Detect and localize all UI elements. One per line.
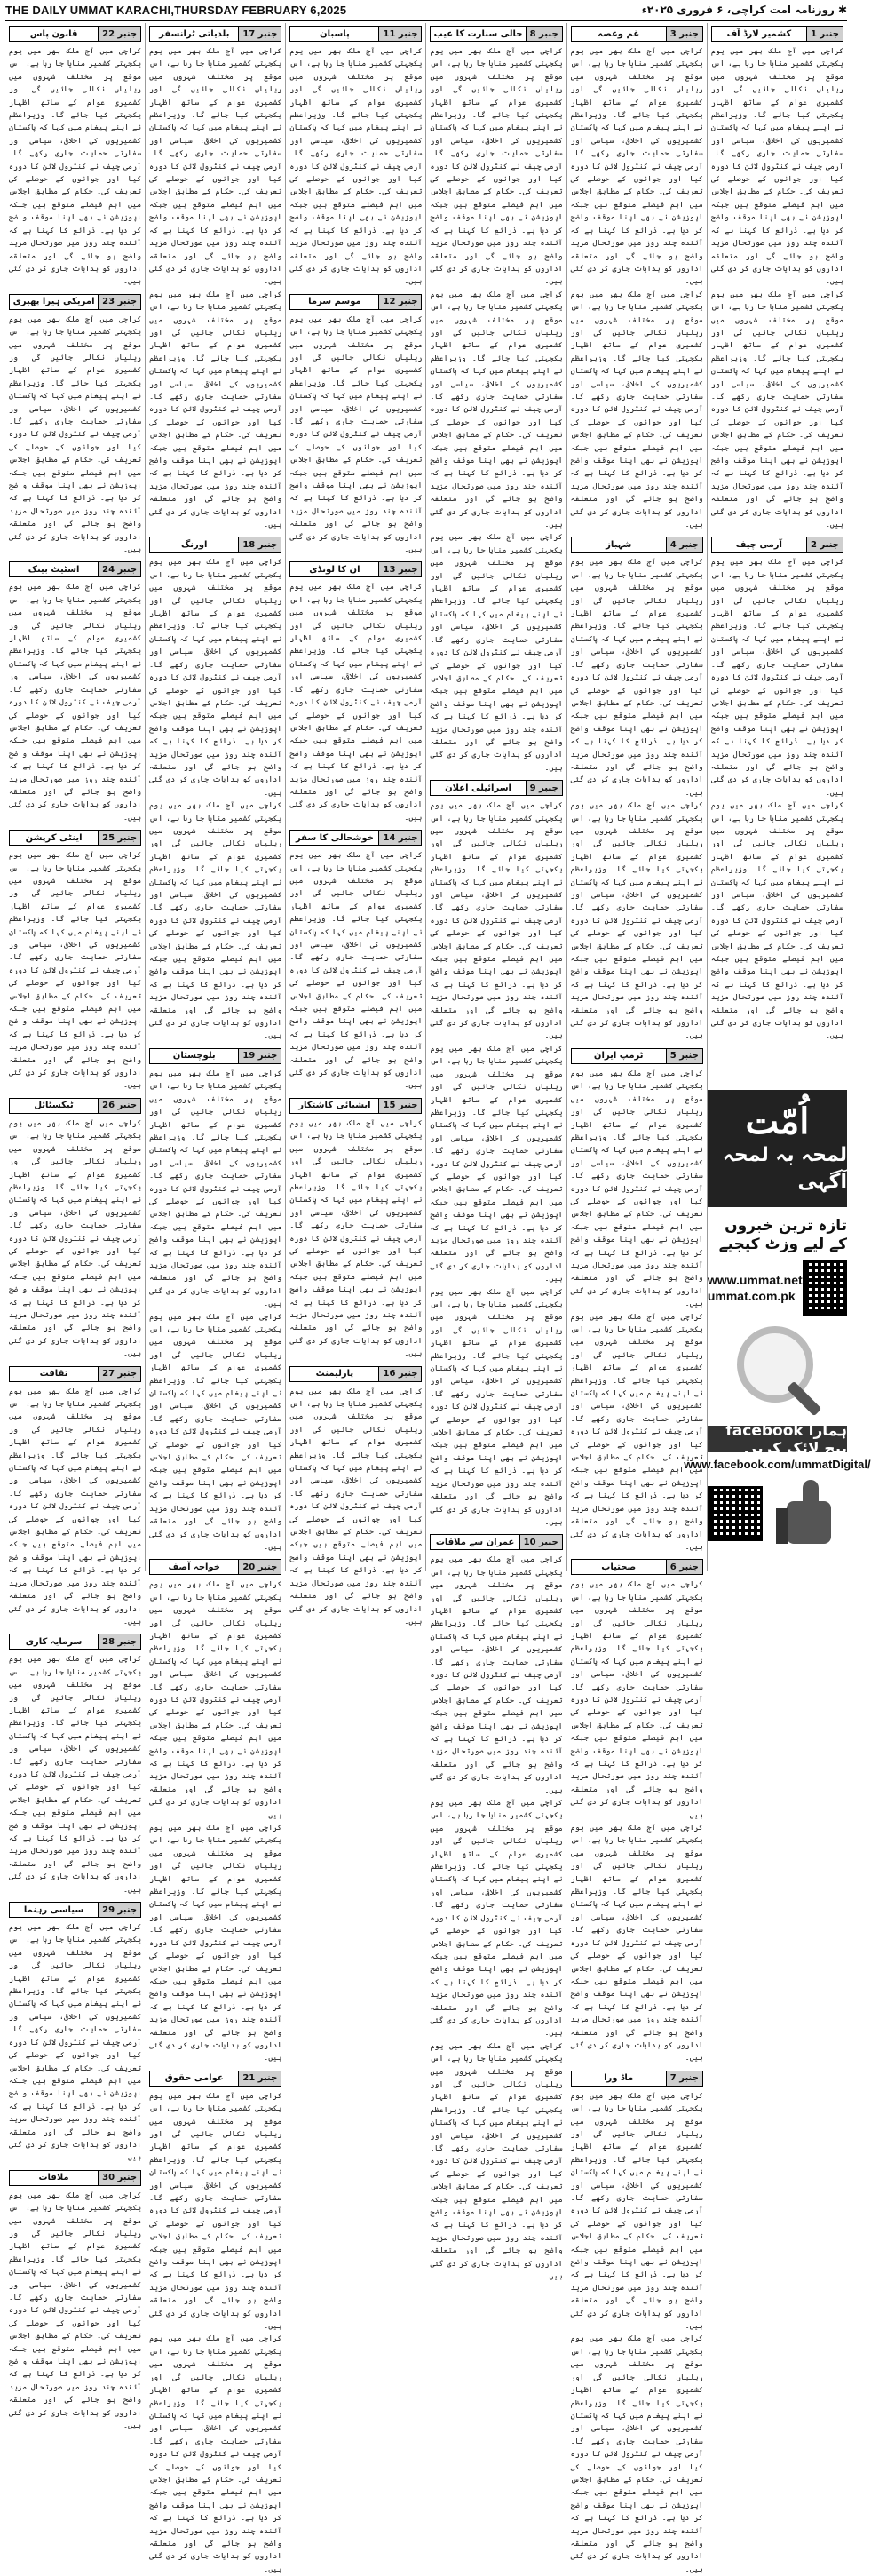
section-title: اینٹی کرپشن (25, 832, 83, 843)
news-section (149, 2071, 281, 2576)
section-header (289, 1366, 422, 1382)
column-4 (285, 23, 425, 1626)
section-header (149, 26, 281, 42)
section-number: جنبر 7 (666, 2071, 702, 2086)
section-body: کراچی میں آج ملک بھر میں یوم یکجہتی کشمیر منایا جا رہا ہے، اس موقع پر مختلف شہروں میں ریلیاں نکالی جائیں گی اور کشمیری عوام کے ساتھ اظہار یکجہتی کیا جائے گا۔ وزیراعظم نے اپنے پیغام میں کہا کہ پاکستان کشمیریوں کی اخلاقی، سیاسی اور سفارتی حمایت جاری رکھے گا۔ آرمی چیف نے کنٹرول لائن کا دورہ کیا اور جوانوں کے حوصلے کی تعریف کی۔ حکام کے مطابق اجلاس میں اہم فیصلے متوقع ہیں جبکہ اپوزیشن نے بھی اپنا موقف واضح کر دیا ہے۔ ذرائع کا کہنا ہے کہ آئندہ چند روز میں صورتحال مزید واضح ہو جائے گی اور متعلقہ اداروں کو ہدایات جاری کر دی گئی ہیں۔ (289, 1118, 423, 1359)
section-body: کراچی میں آج ملک بھر میں یوم یکجہتی کشمیر منایا جا رہا ہے، اس موقع پر مختلف شہروں میں ریلیاں نکالی جائیں گی اور کشمیری عوام کے ساتھ اظہار یکجہتی کیا جائے گا۔ وزیراعظم نے اپنے پیغام میں کہا کہ پاکستان کشمیریوں کی اخلاقی، سیاسی اور سفارتی حمایت جاری رکھے گا۔ آرمی چیف نے کنٹرول لائن کا دورہ کیا اور جوانوں کے حوصلے کی تعریف کی۔ حکام کے مطابق اجلاس میں اہم فیصلے متوقع ہیں جبکہ اپوزیشن نے بھی اپنا موقف واضح کر دیا ہے۔ ذرائع کا کہنا ہے کہ آئندہ چند روز میں صورتحال مزید واضح ہو جائے گی اور متعلقہ اداروں کو ہدایات جاری کر دی گئی ہیں۔ (149, 47, 282, 287)
section-title: بلوچستان (172, 1051, 216, 1061)
section-title: آرمی چیف (735, 539, 782, 550)
section-title: غم وغصہ (598, 28, 640, 39)
news-section (571, 2071, 703, 2576)
facebook-cta: ہمارا facebook پیج لائک کریں (708, 1426, 847, 1452)
section-title: اسرائیلی اعلان (445, 783, 511, 793)
section-body: کراچی میں آج ملک بھر میں یوم یکجہتی کشمیر منایا جا رہا ہے، اس موقع پر مختلف شہروں میں ریلیاں نکالی جائیں گی اور کشمیری عوام کے ساتھ اظہار یکجہتی کیا جائے گا۔ وزیراعظم نے اپنے پیغام میں کہا کہ پاکستان کشمیریوں کی اخلاقی، سیاسی اور سفارتی حمایت جاری رکھے گا۔ آرمی چیف نے کنٹرول لائن کا دورہ کیا اور جوانوں کے حوصلے کی تعریف کی۔ حکام کے مطابق اجلاس میں اہم فیصلے متوقع ہیں جبکہ اپوزیشن نے بھی اپنا موقف واضح کر دیا ہے۔ ذرائع کا کہنا ہے کہ آئندہ چند روز میں صورتحال مزید واضح ہو جائے گی اور متعلقہ اداروں کو ہدایات جاری کر دی گئی ہیں۔ (149, 1069, 282, 1309)
section-number: جنبر 27 (98, 1367, 140, 1381)
section-number: جنبر 4 (666, 537, 702, 552)
news-section (430, 1534, 562, 2283)
section-number: جنبر 11 (378, 27, 421, 41)
section-body: کراچی میں آج ملک بھر میں یوم یکجہتی کشمیر منایا جا رہا ہے، اس موقع پر مختلف شہروں میں ریلیاں نکالی جائیں گی اور کشمیری عوام کے ساتھ اظہار یکجہتی کیا جائے گا۔ وزیراعظم نے اپنے پیغام میں کہا کہ پاکستان کشمیریوں کی اخلاقی، سیاسی اور سفارتی حمایت جاری رکھے گا۔ آرمی چیف نے کنٹرول لائن کا دورہ کیا اور جوانوں کے حوصلے کی تعریف کی۔ حکام کے مطابق اجلاس میں اہم فیصلے متوقع ہیں جبکہ اپوزیشن نے بھی اپنا موقف واضح کر دیا ہے۔ ذرائع کا کہنا ہے کہ آئندہ چند روز میں صورتحال مزید واضح ہو جائے گی اور متعلقہ اداروں کو ہدایات جاری کر دی گئی ہیں۔ (570, 1824, 703, 2063)
news-section (289, 561, 422, 824)
section-body: کراچی میں آج ملک بھر میں یوم یکجہتی کشمیر منایا جا رہا ہے، اس موقع پر مختلف شہروں میں ریلیاں نکالی جائیں گی اور کشمیری عوام کے ساتھ اظہار یکجہتی کیا جائے گا۔ وزیراعظم نے اپنے پیغام میں کہا کہ پاکستان کشمیریوں کی اخلاقی، سیاسی اور سفارتی حمایت جاری رکھے گا۔ آرمی چیف نے کنٹرول لائن کا دورہ کیا اور جوانوں کے حوصلے کی تعریف کی۔ حکام کے مطابق اجلاس میں اہم فیصلے متوقع ہیں جبکہ اپوزیشن نے بھی اپنا موقف واضح کر دیا ہے۔ ذرائع کا کہنا ہے کہ آئندہ چند روز میں صورتحال مزید واضح ہو جائے گی اور متعلقہ اداروں کو ہدایات جاری کر دی گئی ہیں۔ (8, 314, 142, 555)
section-number: جنبر 28 (98, 1634, 140, 1649)
section-header (430, 780, 562, 796)
section-body: کراچی میں آج ملک بھر میں یوم یکجہتی کشمیر منایا جا رہا ہے، اس موقع پر مختلف شہروں میں ریلیاں نکالی جائیں گی اور کشمیری عوام کے ساتھ اظہار یکجہتی کیا جائے گا۔ وزیراعظم نے اپنے پیغام میں کہا کہ پاکستان کشمیریوں کی اخلاقی، سیاسی اور سفارتی حمایت جاری رکھے گا۔ آرمی چیف نے کنٹرول لائن کا دورہ کیا اور جوانوں کے حوصلے کی تعریف کی۔ حکام کے مطابق اجلاس میں اہم فیصلے متوقع ہیں جبکہ اپوزیشن نے بھی اپنا موقف واضح کر دیا ہے۔ ذرائع کا کہنا ہے کہ آئندہ چند روز میں صورتحال مزید واضح ہو جائے گی اور متعلقہ اداروں کو ہدایات جاری کر دی گئی ہیں۔ (430, 533, 563, 773)
ummat-logo: اُمّت (745, 1101, 810, 1142)
section-body: کراچی میں آج ملک بھر میں یوم یکجہتی کشمیر منایا جا رہا ہے، اس موقع پر مختلف شہروں میں ریلیاں نکالی جائیں گی اور کشمیری عوام کے ساتھ اظہار یکجہتی کیا جائے گا۔ وزیراعظم نے اپنے پیغام میں کہا کہ پاکستان کشمیریوں کی اخلاقی، سیاسی اور سفارتی حمایت جاری رکھے گا۔ آرمی چیف نے کنٹرول لائن کا دورہ کیا اور جوانوں کے حوصلے کی تعریف کی۔ حکام کے مطابق اجلاس میں اہم فیصلے متوقع ہیں جبکہ اپوزیشن نے بھی اپنا موقف واضح کر دیا ہے۔ ذرائع کا کہنا ہے کہ آئندہ چند روز میں صورتحال مزید واضح ہو جائے گی اور متعلقہ اداروں کو ہدایات جاری کر دی گئی ہیں۔ (430, 1287, 563, 1527)
section-header (9, 1902, 141, 1918)
section-header (571, 1048, 703, 1064)
news-section (289, 26, 422, 289)
news-section (9, 1634, 141, 1896)
news-section (9, 1902, 141, 2165)
ad-url-row (708, 1260, 847, 1316)
section-number: جنبر 22 (98, 27, 140, 41)
section-number: جنبر 25 (98, 831, 140, 845)
ad-bottom-row (708, 1478, 847, 1549)
section-body: کراچی میں آج ملک بھر میں یوم یکجہتی کشمیر منایا جا رہا ہے، اس موقع پر مختلف شہروں میں ریلیاں نکالی جائیں گی اور کشمیری عوام کے ساتھ اظہار یکجہتی کیا جائے گا۔ وزیراعظم نے اپنے پیغام میں کہا کہ پاکستان کشمیریوں کی اخلاقی، سیاسی اور سفارتی حمایت جاری رکھے گا۔ آرمی چیف نے کنٹرول لائن کا دورہ کیا اور جوانوں کے حوصلے کی تعریف کی۔ حکام کے مطابق اجلاس میں اہم فیصلے متوقع ہیں جبکہ اپوزیشن نے بھی اپنا موقف واضح کر دیا ہے۔ ذرائع کا کہنا ہے کہ آئندہ چند روز میں صورتحال مزید واضح ہو جائے گی اور متعلقہ اداروں کو ہدایات جاری کر دی گئی ہیں۔ (570, 2334, 703, 2574)
section-body: کراچی میں آج ملک بھر میں یوم یکجہتی کشمیر منایا جا رہا ہے، اس موقع پر مختلف شہروں میں ریلیاں نکالی جائیں گی اور کشمیری عوام کے ساتھ اظہار یکجہتی کیا جائے گا۔ وزیراعظم نے اپنے پیغام میں کہا کہ پاکستان کشمیریوں کی اخلاقی، سیاسی اور سفارتی حمایت جاری رکھے گا۔ آرمی چیف نے کنٹرول لائن کا دورہ کیا اور جوانوں کے حوصلے کی تعریف کی۔ حکام کے مطابق اجلاس میں اہم فیصلے متوقع ہیں جبکہ اپوزیشن نے بھی اپنا موقف واضح کر دیا ہے۔ ذرائع کا کہنا ہے کہ آئندہ چند روز میں صورتحال مزید واضح ہو جائے گی اور متعلقہ اداروں کو ہدایات جاری کر دی گئی ہیں۔ (570, 47, 703, 287)
news-section (571, 537, 703, 1042)
section-header (289, 26, 422, 42)
section-number: جنبر 15 (378, 1099, 421, 1113)
news-section (9, 1098, 141, 1361)
section-body: کراچی میں آج ملک بھر میں یوم یکجہتی کشمیر منایا جا رہا ہے، اس موقع پر مختلف شہروں میں ریلیاں نکالی جائیں گی اور کشمیری عوام کے ساتھ اظہار یکجہتی کیا جائے گا۔ وزیراعظم نے اپنے پیغام میں کہا کہ پاکستان کشمیریوں کی اخلاقی، سیاسی اور سفارتی حمایت جاری رکھے گا۔ آرمی چیف نے کنٹرول لائن کا دورہ کیا اور جوانوں کے حوصلے کی تعریف کی۔ حکام کے مطابق اجلاس میں اہم فیصلے متوقع ہیں جبکہ اپوزیشن نے بھی اپنا موقف واضح کر دیا ہے۔ ذرائع کا کہنا ہے کہ آئندہ چند روز میں صورتحال مزید واضح ہو جائے گی اور متعلقہ اداروں کو ہدایات جاری کر دی گئی ہیں۔ (149, 1580, 282, 1820)
section-number: جنبر 29 (98, 1903, 140, 1917)
section-body: کراچی میں آج ملک بھر میں یوم یکجہتی کشمیر منایا جا رہا ہے، اس موقع پر مختلف شہروں میں ریلیاں نکالی جائیں گی اور کشمیری عوام کے ساتھ اظہار یکجہتی کیا جائے گا۔ وزیراعظم نے اپنے پیغام میں کہا کہ پاکستان کشمیریوں کی اخلاقی، سیاسی اور سفارتی حمایت جاری رکھے گا۔ آرمی چیف نے کنٹرول لائن کا دورہ کیا اور جوانوں کے حوصلے کی تعریف کی۔ حکام کے مطابق اجلاس میں اہم فیصلے متوقع ہیں جبکہ اپوزیشن نے بھی اپنا موقف واضح کر دیا ہے۔ ذرائع کا کہنا ہے کہ آئندہ چند روز میں صورتحال مزید واضح ہو جائے گی اور متعلقہ اداروں کو ہدایات جاری کر دی گئی ہیں۔ (430, 801, 563, 1041)
section-title: عمران سے ملاقات (435, 1537, 515, 1547)
section-title: بلدیاتی ٹرانسفر (159, 28, 230, 39)
qr-code-icon (803, 1260, 847, 1316)
section-title: صحتیاب (601, 1562, 637, 1572)
section-header (9, 830, 141, 846)
section-body: کراچی میں آج ملک بھر میں یوم یکجہتی کشمیر منایا جا رہا ہے، اس موقع پر مختلف شہروں میں ریلیاں نکالی جائیں گی اور کشمیری عوام کے ساتھ اظہار یکجہتی کیا جائے گا۔ وزیراعظم نے اپنے پیغام میں کہا کہ پاکستان کشمیریوں کی اخلاقی، سیاسی اور سفارتی حمایت جاری رکھے گا۔ آرمی چیف نے کنٹرول لائن کا دورہ کیا اور جوانوں کے حوصلے کی تعریف کی۔ حکام کے مطابق اجلاس میں اہم فیصلے متوقع ہیں جبکہ اپوزیشن نے بھی اپنا موقف واضح کر دیا ہے۔ ذرائع کا کہنا ہے کہ آئندہ چند روز میں صورتحال مزید واضح ہو جائے گی اور متعلقہ اداروں کو ہدایات جاری کر دی گئی ہیں۔ (430, 1555, 563, 1795)
section-header (9, 26, 141, 42)
section-header (289, 294, 422, 310)
news-section (430, 780, 562, 1529)
column-5 (145, 23, 285, 2574)
news-section (711, 537, 843, 1042)
news-section (571, 1559, 703, 2064)
section-number: جنبر 19 (238, 1049, 281, 1063)
section-title: جالی سنارت کا عیب (433, 28, 523, 39)
section-body: کراچی میں آج ملک بھر میں یوم یکجہتی کشمیر منایا جا رہا ہے، اس موقع پر مختلف شہروں میں ریلیاں نکالی جائیں گی اور کشمیری عوام کے ساتھ اظہار یکجہتی کیا جائے گا۔ وزیراعظم نے اپنے پیغام میں کہا کہ پاکستان کشمیریوں کی اخلاقی، سیاسی اور سفارتی حمایت جاری رکھے گا۔ آرمی چیف نے کنٹرول لائن کا دورہ کیا اور جوانوں کے حوصلے کی تعریف کی۔ حکام کے مطابق اجلاس میں اہم فیصلے متوقع ہیں جبکہ اپوزیشن نے بھی اپنا موقف واضح کر دیا ہے۔ ذرائع کا کہنا ہے کہ آئندہ چند روز میں صورتحال مزید واضح ہو جائے گی اور متعلقہ اداروں کو ہدایات جاری کر دی گئی ہیں۔ (289, 47, 423, 287)
section-title: ان کا لونڈی (309, 564, 360, 575)
section-header (711, 26, 843, 42)
columns (5, 23, 871, 2574)
section-body: کراچی میں آج ملک بھر میں یوم یکجہتی کشمیر منایا جا رہا ہے، اس موقع پر مختلف شہروں میں ریلیاں نکالی جائیں گی اور کشمیری عوام کے ساتھ اظہار یکجہتی کیا جائے گا۔ وزیراعظم نے اپنے پیغام میں کہا کہ پاکستان کشمیریوں کی اخلاقی، سیاسی اور سفارتی حمایت جاری رکھے گا۔ آرمی چیف نے کنٹرول لائن کا دورہ کیا اور جوانوں کے حوصلے کی تعریف کی۔ حکام کے مطابق اجلاس میں اہم فیصلے متوقع ہیں جبکہ اپوزیشن نے بھی اپنا موقف واضح کر دیا ہے۔ ذرائع کا کہنا ہے کہ آئندہ چند روز میں صورتحال مزید واضح ہو جائے گی اور متعلقہ اداروں کو ہدایات جاری کر دی گئی ہیں۔ (570, 558, 703, 798)
section-body: کراچی میں آج ملک بھر میں یوم یکجہتی کشمیر منایا جا رہا ہے، اس موقع پر مختلف شہروں میں ریلیاں نکالی جائیں گی اور کشمیری عوام کے ساتھ اظہار یکجہتی کیا جائے گا۔ وزیراعظم نے اپنے پیغام میں کہا کہ پاکستان کشمیریوں کی اخلاقی، سیاسی اور سفارتی حمایت جاری رکھے گا۔ آرمی چیف نے کنٹرول لائن کا دورہ کیا اور جوانوں کے حوصلے کی تعریف کی۔ حکام کے مطابق اجلاس میں اہم فیصلے متوقع ہیں جبکہ اپوزیشن نے بھی اپنا موقف واضح کر دیا ہے۔ ذرائع کا کہنا ہے کہ آئندہ چند روز میں صورتحال مزید واضح ہو جائے گی اور متعلقہ اداروں کو ہدایات جاری کر دی گئی ہیں۔ (8, 1655, 142, 1895)
section-number: جنبر 13 (378, 562, 421, 576)
section-number: جنبر 24 (98, 562, 140, 576)
section-number: جنبر 30 (98, 2171, 140, 2185)
section-title: سرمایہ کاری (25, 1636, 83, 1647)
section-number: جنبر 9 (526, 781, 562, 795)
section-body: کراچی میں آج ملک بھر میں یوم یکجہتی کشمیر منایا جا رہا ہے، اس موقع پر مختلف شہروں میں ریلیاں نکالی جائیں گی اور کشمیری عوام کے ساتھ اظہار یکجہتی کیا جائے گا۔ وزیراعظم نے اپنے پیغام میں کہا کہ پاکستان کشمیریوں کی اخلاقی، سیاسی اور سفارتی حمایت جاری رکھے گا۔ آرمی چیف نے کنٹرول لائن کا دورہ کیا اور جوانوں کے حوصلے کی تعریف کی۔ حکام کے مطابق اجلاس میں اہم فیصلے متوقع ہیں جبکہ اپوزیشن نے بھی اپنا موقف واضح کر دیا ہے۔ ذرائع کا کہنا ہے کہ آئندہ چند روز میں صورتحال مزید واضح ہو جائے گی اور متعلقہ اداروں کو ہدایات جاری کر دی گئی ہیں۔ (8, 1118, 142, 1359)
section-title: ٹرمپ ایران (593, 1051, 644, 1061)
section-title: پاسبان (320, 28, 350, 39)
news-section (289, 1366, 422, 1629)
section-number: جنبر 10 (519, 1535, 562, 1549)
section-body: کراچی میں آج ملک بھر میں یوم یکجہتی کشمیر منایا جا رہا ہے، اس موقع پر مختلف شہروں میں ریلیاں نکالی جائیں گی اور کشمیری عوام کے ساتھ اظہار یکجہتی کیا جائے گا۔ وزیراعظم نے اپنے پیغام میں کہا کہ پاکستان کشمیریوں کی اخلاقی، سیاسی اور سفارتی حمایت جاری رکھے گا۔ آرمی چیف نے کنٹرول لائن کا دورہ کیا اور جوانوں کے حوصلے کی تعریف کی۔ حکام کے مطابق اجلاس میں اہم فیصلے متوقع ہیں جبکہ اپوزیشن نے بھی اپنا موقف واضح کر دیا ہے۔ ذرائع کا کہنا ہے کہ آئندہ چند روز میں صورتحال مزید واضح ہو جائے گی اور متعلقہ اداروں کو ہدایات جاری کر دی گئی ہیں۔ (149, 801, 282, 1041)
section-title: سیاسی رہنما (23, 1904, 84, 1915)
section-header (571, 1559, 703, 1575)
news-section (289, 1098, 422, 1361)
news-section (289, 294, 422, 557)
column-6 (5, 23, 145, 2431)
section-number: جنبر 5 (666, 1049, 702, 1063)
news-section (149, 537, 281, 1042)
section-body: کراچی میں آج ملک بھر میں یوم یکجہتی کشمیر منایا جا رہا ہے، اس موقع پر مختلف شہروں میں ریلیاں نکالی جائیں گی اور کشمیری عوام کے ساتھ اظہار یکجہتی کیا جائے گا۔ وزیراعظم نے اپنے پیغام میں کہا کہ پاکستان کشمیریوں کی اخلاقی، سیاسی اور سفارتی حمایت جاری رکھے گا۔ آرمی چیف نے کنٹرول لائن کا دورہ کیا اور جوانوں کے حوصلے کی تعریف کی۔ حکام کے مطابق اجلاس میں اہم فیصلے متوقع ہیں جبکہ اپوزیشن نے بھی اپنا موقف واضح کر دیا ہے۔ ذرائع کا کہنا ہے کہ آئندہ چند روز میں صورتحال مزید واضح ہو جائے گی اور متعلقہ اداروں کو ہدایات جاری کر دی گئی ہیں۔ (149, 558, 282, 798)
section-title: اسٹیٹ بینک (28, 564, 80, 575)
news-section (571, 1048, 703, 1554)
section-number: جنبر 23 (98, 295, 140, 309)
section-body: کراچی میں آج ملک بھر میں یوم یکجہتی کشمیر منایا جا رہا ہے، اس موقع پر مختلف شہروں میں ریلیاں نکالی جائیں گی اور کشمیری عوام کے ساتھ اظہار یکجہتی کیا جائے گا۔ وزیراعظم نے اپنے پیغام میں کہا کہ پاکستان کشمیریوں کی اخلاقی، سیاسی اور سفارتی حمایت جاری رکھے گا۔ آرمی چیف نے کنٹرول لائن کا دورہ کیا اور جوانوں کے حوصلے کی تعریف کی۔ حکام کے مطابق اجلاس میں اہم فیصلے متوقع ہیں جبکہ اپوزیشن نے بھی اپنا موقف واضح کر دیا ہے۔ ذرائع کا کہنا ہے کہ آئندہ چند روز میں صورتحال مزید واضح ہو جائے گی اور متعلقہ اداروں کو ہدایات جاری کر دی گئی ہیں۔ (8, 851, 142, 1091)
column-3 (425, 23, 566, 2282)
section-body: کراچی میں آج ملک بھر میں یوم یکجہتی کشمیر منایا جا رہا ہے، اس موقع پر مختلف شہروں میں ریلیاں نکالی جائیں گی اور کشمیری عوام کے ساتھ اظہار یکجہتی کیا جائے گا۔ وزیراعظم نے اپنے پیغام میں کہا کہ پاکستان کشمیریوں کی اخلاقی، سیاسی اور سفارتی حمایت جاری رکھے گا۔ آرمی چیف نے کنٹرول لائن کا دورہ کیا اور جوانوں کے حوصلے کی تعریف کی۔ حکام کے مطابق اجلاس میں اہم فیصلے متوقع ہیں جبکہ اپوزیشن نے بھی اپنا موقف واضح کر دیا ہے۔ ذرائع کا کہنا ہے کہ آئندہ چند روز میں صورتحال مزید واضح ہو جائے گی اور متعلقہ اداروں کو ہدایات جاری کر دی گئی ہیں۔ (289, 314, 423, 555)
section-body: کراچی میں آج ملک بھر میں یوم یکجہتی کشمیر منایا جا رہا ہے، اس موقع پر مختلف شہروں میں ریلیاں نکالی جائیں گی اور کشمیری عوام کے ساتھ اظہار یکجہتی کیا جائے گا۔ وزیراعظم نے اپنے پیغام میں کہا کہ پاکستان کشمیریوں کی اخلاقی، سیاسی اور سفارتی حمایت جاری رکھے گا۔ آرمی چیف نے کنٹرول لائن کا دورہ کیا اور جوانوں کے حوصلے کی تعریف کی۔ حکام کے مطابق اجلاس میں اہم فیصلے متوقع ہیں جبکہ اپوزیشن نے بھی اپنا موقف واضح کر دیا ہے۔ ذرائع کا کہنا ہے کہ آئندہ چند روز میں صورتحال مزید واضح ہو جائے گی اور متعلقہ اداروں کو ہدایات جاری کر دی گئی ہیں۔ (570, 1580, 703, 1820)
news-section (9, 26, 141, 289)
section-body: کراچی میں آج ملک بھر میں یوم یکجہتی کشمیر منایا جا رہا ہے، اس موقع پر مختلف شہروں میں ریلیاں نکالی جائیں گی اور کشمیری عوام کے ساتھ اظہار یکجہتی کیا جائے گا۔ وزیراعظم نے اپنے پیغام میں کہا کہ پاکستان کشمیریوں کی اخلاقی، سیاسی اور سفارتی حمایت جاری رکھے گا۔ آرمی چیف نے کنٹرول لائن کا دورہ کیا اور جوانوں کے حوصلے کی تعریف کی۔ حکام کے مطابق اجلاس میں اہم فیصلے متوقع ہیں جبکہ اپوزیشن نے بھی اپنا موقف واضح کر دیا ہے۔ ذرائع کا کہنا ہے کہ آئندہ چند روز میں صورتحال مزید واضح ہو جائے گی اور متعلقہ اداروں کو ہدایات جاری کر دی گئی ہیں۔ (570, 290, 703, 530)
section-title: ایشیائی کاشتکار (298, 1101, 371, 1111)
section-body: کراچی میں آج ملک بھر میں یوم یکجہتی کشمیر منایا جا رہا ہے، اس موقع پر مختلف شہروں میں ریلیاں نکالی جائیں گی اور کشمیری عوام کے ساتھ اظہار یکجہتی کیا جائے گا۔ وزیراعظم نے اپنے پیغام میں کہا کہ پاکستان کشمیریوں کی اخلاقی، سیاسی اور سفارتی حمایت جاری رکھے گا۔ آرمی چیف نے کنٹرول لائن کا دورہ کیا اور جوانوں کے حوصلے کی تعریف کی۔ حکام کے مطابق اجلاس میں اہم فیصلے متوقع ہیں جبکہ اپوزیشن نے بھی اپنا موقف واضح کر دیا ہے۔ ذرائع کا کہنا ہے کہ آئندہ چند روز میں صورتحال مزید واضح ہو جائے گی اور متعلقہ اداروں کو ہدایات جاری کر دی گئی ہیں۔ (570, 1069, 703, 1309)
section-number: جنبر 3 (666, 27, 702, 41)
section-body: کراچی میں آج ملک بھر میں یوم یکجہتی کشمیر منایا جا رہا ہے، اس موقع پر مختلف شہروں میں ریلیاں نکالی جائیں گی اور کشمیری عوام کے ساتھ اظہار یکجہتی کیا جائے گا۔ وزیراعظم نے اپنے پیغام میں کہا کہ پاکستان کشمیریوں کی اخلاقی، سیاسی اور سفارتی حمایت جاری رکھے گا۔ آرمی چیف نے کنٹرول لائن کا دورہ کیا اور جوانوں کے حوصلے کی تعریف کی۔ حکام کے مطابق اجلاس میں اہم فیصلے متوقع ہیں جبکہ اپوزیشن نے بھی اپنا موقف واضح کر دیا ہے۔ ذرائع کا کہنا ہے کہ آئندہ چند روز میں صورتحال مزید واضح ہو جائے گی اور متعلقہ اداروں کو ہدایات جاری کر دی گئی ہیں۔ (289, 1387, 423, 1626)
section-body: کراچی میں آج ملک بھر میں یوم یکجہتی کشمیر منایا جا رہا ہے، اس موقع پر مختلف شہروں میں ریلیاں نکالی جائیں گی اور کشمیری عوام کے ساتھ اظہار یکجہتی کیا جائے گا۔ وزیراعظم نے اپنے پیغام میں کہا کہ پاکستان کشمیریوں کی اخلاقی، سیاسی اور سفارتی حمایت جاری رکھے گا۔ آرمی چیف نے کنٹرول لائن کا دورہ کیا اور جوانوں کے حوصلے کی تعریف کی۔ حکام کے مطابق اجلاس میں اہم فیصلے متوقع ہیں جبکہ اپوزیشن نے بھی اپنا موقف واضح کر دیا ہے۔ ذرائع کا کہنا ہے کہ آئندہ چند روز میں صورتحال مزید واضح ہو جائے گی اور متعلقہ اداروں کو ہدایات جاری کر دی گئی ہیں۔ (430, 1799, 563, 2039)
section-body: کراچی میں آج ملک بھر میں یوم یکجہتی کشمیر منایا جا رہا ہے، اس موقع پر مختلف شہروں میں ریلیاں نکالی جائیں گی اور کشمیری عوام کے ساتھ اظہار یکجہتی کیا جائے گا۔ وزیراعظم نے اپنے پیغام میں کہا کہ پاکستان کشمیریوں کی اخلاقی، سیاسی اور سفارتی حمایت جاری رکھے گا۔ آرمی چیف نے کنٹرول لائن کا دورہ کیا اور جوانوں کے حوصلے کی تعریف کی۔ حکام کے مطابق اجلاس میں اہم فیصلے متوقع ہیں جبکہ اپوزیشن نے بھی اپنا موقف واضح کر دیا ہے۔ ذرائع کا کہنا ہے کہ آئندہ چند روز میں صورتحال مزید واضح ہو جائے گی اور متعلقہ اداروں کو ہدایات جاری کر دی گئی ہیں۔ (710, 801, 843, 1041)
section-body: کراچی میں آج ملک بھر میں یوم یکجہتی کشمیر منایا جا رہا ہے، اس موقع پر مختلف شہروں میں ریلیاں نکالی جائیں گی اور کشمیری عوام کے ساتھ اظہار یکجہتی کیا جائے گا۔ وزیراعظم نے اپنے پیغام میں کہا کہ پاکستان کشمیریوں کی اخلاقی، سیاسی اور سفارتی حمایت جاری رکھے گا۔ آرمی چیف نے کنٹرول لائن کا دورہ کیا اور جوانوں کے حوصلے کی تعریف کی۔ حکام کے مطابق اجلاس میں اہم فیصلے متوقع ہیں جبکہ اپوزیشن نے بھی اپنا موقف واضح کر دیا ہے۔ ذرائع کا کہنا ہے کہ آئندہ چند روز میں صورتحال مزید واضح ہو جائے گی اور متعلقہ اداروں کو ہدایات جاری کر دی گئی ہیں۔ (430, 290, 563, 530)
section-number: جنبر 26 (98, 1099, 140, 1113)
section-body: کراچی میں آج ملک بھر میں یوم یکجہتی کشمیر منایا جا رہا ہے، اس موقع پر مختلف شہروں میں ریلیاں نکالی جائیں گی اور کشمیری عوام کے ساتھ اظہار یکجہتی کیا جائے گا۔ وزیراعظم نے اپنے پیغام میں کہا کہ پاکستان کشمیریوں کی اخلاقی، سیاسی اور سفارتی حمایت جاری رکھے گا۔ آرمی چیف نے کنٹرول لائن کا دورہ کیا اور جوانوں کے حوصلے کی تعریف کی۔ حکام کے مطابق اجلاس میں اہم فیصلے متوقع ہیں جبکہ اپوزیشن نے بھی اپنا موقف واضح کر دیا ہے۔ ذرائع کا کہنا ہے کہ آئندہ چند روز میں صورتحال مزید واضح ہو جائے گی اور متعلقہ اداروں کو ہدایات جاری کر دی گئی ہیں۔ (289, 583, 423, 823)
thumbs-up-icon (776, 1478, 847, 1549)
section-header (711, 537, 843, 553)
section-title: پارلیمنٹ (315, 1369, 354, 1379)
news-section (149, 1048, 281, 1554)
news-section (711, 26, 843, 531)
news-section (430, 26, 562, 775)
news-section (571, 26, 703, 531)
section-title: موسم سرما (308, 297, 361, 307)
section-number: جنبر 16 (378, 1367, 421, 1381)
section-title: ماڈ ورا (604, 2073, 634, 2084)
news-section (9, 294, 141, 557)
section-title: اورنگ (181, 539, 208, 550)
section-header (9, 1634, 141, 1650)
ad-url-link[interactable]: www.ummat.net (707, 1273, 803, 1287)
section-body: کراچی میں آج ملک بھر میں یوم یکجہتی کشمیر منایا جا رہا ہے، اس موقع پر مختلف شہروں میں ریلیاں نکالی جائیں گی اور کشمیری عوام کے ساتھ اظہار یکجہتی کیا جائے گا۔ وزیراعظم نے اپنے پیغام میں کہا کہ پاکستان کشمیریوں کی اخلاقی، سیاسی اور سفارتی حمایت جاری رکھے گا۔ آرمی چیف نے کنٹرول لائن کا دورہ کیا اور جوانوں کے حوصلے کی تعریف کی۔ حکام کے مطابق اجلاس میں اہم فیصلے متوقع ہیں جبکہ اپوزیشن نے بھی اپنا موقف واضح کر دیا ہے۔ ذرائع کا کہنا ہے کہ آئندہ چند روز میں صورتحال مزید واضح ہو جائے گی اور متعلقہ اداروں کو ہدایات جاری کر دی گئی ہیں۔ (289, 851, 423, 1091)
magnifier-icon (728, 1321, 826, 1419)
section-number: جنبر 20 (238, 1560, 281, 1574)
section-header (9, 2170, 141, 2186)
logo-icon: ✱ (837, 4, 847, 16)
section-header (571, 26, 703, 42)
section-number: جنبر 6 (666, 1560, 702, 1574)
ad-cta: تازہ ترین خبروں کے لیے وزٹ کیجیے (718, 1217, 847, 1253)
section-number: جنبر 1 (806, 27, 843, 41)
section-header (9, 294, 141, 310)
section-body: کراچی میں آج ملک بھر میں یوم یکجہتی کشمیر منایا جا رہا ہے، اس موقع پر مختلف شہروں میں ریلیاں نکالی جائیں گی اور کشمیری عوام کے ساتھ اظہار یکجہتی کیا جائے گا۔ وزیراعظم نے اپنے پیغام میں کہا کہ پاکستان کشمیریوں کی اخلاقی، سیاسی اور سفارتی حمایت جاری رکھے گا۔ آرمی چیف نے کنٹرول لائن کا دورہ کیا اور جوانوں کے حوصلے کی تعریف کی۔ حکام کے مطابق اجلاس میں اہم فیصلے متوقع ہیں جبکہ اپوزیشن نے بھی اپنا موقف واضح کر دیا ہے۔ ذرائع کا کہنا ہے کہ آئندہ چند روز میں صورتحال مزید واضح ہو جائے گی اور متعلقہ اداروں کو ہدایات جاری کر دی گئی ہیں۔ (149, 290, 282, 530)
section-body: کراچی میں آج ملک بھر میں یوم یکجہتی کشمیر منایا جا رہا ہے، اس موقع پر مختلف شہروں میں ریلیاں نکالی جائیں گی اور کشمیری عوام کے ساتھ اظہار یکجہتی کیا جائے گا۔ وزیراعظم نے اپنے پیغام میں کہا کہ پاکستان کشمیریوں کی اخلاقی، سیاسی اور سفارتی حمایت جاری رکھے گا۔ آرمی چیف نے کنٹرول لائن کا دورہ کیا اور جوانوں کے حوصلے کی تعریف کی۔ حکام کے مطابق اجلاس میں اہم فیصلے متوقع ہیں جبکہ اپوزیشن نے بھی اپنا موقف واضح کر دیا ہے۔ ذرائع کا کہنا ہے کہ آئندہ چند روز میں صورتحال مزید واضح ہو جائے گی اور متعلقہ اداروں کو ہدایات جاری کر دی گئی ہیں۔ (8, 47, 142, 287)
section-header (9, 561, 141, 577)
section-title: کشمیر لارڈ آف (726, 28, 792, 39)
section-header (149, 1559, 281, 1575)
section-number: جنبر 2 (806, 537, 843, 552)
section-title: ملاقات (38, 2173, 69, 2183)
section-title: خواجہ آصف (168, 1562, 220, 1572)
section-header (289, 561, 422, 577)
section-body: کراچی میں آج ملک بھر میں یوم یکجہتی کشمیر منایا جا رہا ہے، اس موقع پر مختلف شہروں میں ریلیاں نکالی جائیں گی اور کشمیری عوام کے ساتھ اظہار یکجہتی کیا جائے گا۔ وزیراعظم نے اپنے پیغام میں کہا کہ پاکستان کشمیریوں کی اخلاقی، سیاسی اور سفارتی حمایت جاری رکھے گا۔ آرمی چیف نے کنٹرول لائن کا دورہ کیا اور جوانوں کے حوصلے کی تعریف کی۔ حکام کے مطابق اجلاس میں اہم فیصلے متوقع ہیں جبکہ اپوزیشن نے بھی اپنا موقف واضح کر دیا ہے۔ ذرائع کا کہنا ہے کہ آئندہ چند روز میں صورتحال مزید واضح ہو جائے گی اور متعلقہ اداروں کو ہدایات جاری کر دی گئی ہیں۔ (149, 1824, 282, 2063)
section-header (149, 1048, 281, 1064)
section-title: عوامی حقوق (164, 2073, 224, 2084)
section-header (289, 1098, 422, 1114)
section-number: جنبر 8 (526, 27, 562, 41)
section-title: امریکی ہیرا پھیری (12, 297, 95, 307)
section-body: کراچی میں آج ملک بھر میں یوم یکجہتی کشمیر منایا جا رہا ہے، اس موقع پر مختلف شہروں میں ریلیاں نکالی جائیں گی اور کشمیری عوام کے ساتھ اظہار یکجہتی کیا جائے گا۔ وزیراعظم نے اپنے پیغام میں کہا کہ پاکستان کشمیریوں کی اخلاقی، سیاسی اور سفارتی حمایت جاری رکھے گا۔ آرمی چیف نے کنٹرول لائن کا دورہ کیا اور جوانوں کے حوصلے کی تعریف کی۔ حکام کے مطابق اجلاس میں اہم فیصلے متوقع ہیں جبکہ اپوزیشن نے بھی اپنا موقف واضح کر دیا ہے۔ ذرائع کا کہنا ہے کہ آئندہ چند روز میں صورتحال مزید واضح ہو جائے گی اور متعلقہ اداروں کو ہدایات جاری کر دی گئی ہیں۔ (710, 558, 843, 798)
section-body: کراچی میں آج ملک بھر میں یوم یکجہتی کشمیر منایا جا رہا ہے، اس موقع پر مختلف شہروں میں ریلیاں نکالی جائیں گی اور کشمیری عوام کے ساتھ اظہار یکجہتی کیا جائے گا۔ وزیراعظم نے اپنے پیغام میں کہا کہ پاکستان کشمیریوں کی اخلاقی، سیاسی اور سفارتی حمایت جاری رکھے گا۔ آرمی چیف نے کنٹرول لائن کا دورہ کیا اور جوانوں کے حوصلے کی تعریف کی۔ حکام کے مطابق اجلاس میں اہم فیصلے متوقع ہیں جبکہ اپوزیشن نے بھی اپنا موقف واضح کر دیا ہے۔ ذرائع کا کہنا ہے کہ آئندہ چند روز میں صورتحال مزید واضح ہو جائے گی اور متعلقہ اداروں کو ہدایات جاری کر دی گئی ہیں۔ (430, 1044, 563, 1284)
section-title: ٹیکسٹائل (34, 1101, 74, 1111)
section-title: قانون پاس (29, 28, 78, 39)
news-section (149, 26, 281, 531)
section-header (430, 1534, 562, 1550)
section-title: خوشحالی کا سفر (295, 832, 374, 843)
section-body: کراچی میں آج ملک بھر میں یوم یکجہتی کشمیر منایا جا رہا ہے، اس موقع پر مختلف شہروں میں ریلیاں نکالی جائیں گی اور کشمیری عوام کے ساتھ اظہار یکجہتی کیا جائے گا۔ وزیراعظم نے اپنے پیغام میں کہا کہ پاکستان کشمیریوں کی اخلاقی، سیاسی اور سفارتی حمایت جاری رکھے گا۔ آرمی چیف نے کنٹرول لائن کا دورہ کیا اور جوانوں کے حوصلے کی تعریف کی۔ حکام کے مطابق اجلاس میں اہم فیصلے متوقع ہیں جبکہ اپوزیشن نے بھی اپنا موقف واضح کر دیا ہے۔ ذرائع کا کہنا ہے کہ آئندہ چند روز میں صورتحال مزید واضح ہو جائے گی اور متعلقہ اداروں کو ہدایات جاری کر دی گئی ہیں۔ (570, 801, 703, 1041)
section-number: جنبر 18 (238, 537, 281, 552)
masthead-urdu (642, 4, 847, 16)
qr-code-icon (708, 1486, 763, 1541)
section-body: کراچی میں آج ملک بھر میں یوم یکجہتی کشمیر منایا جا رہا ہے، اس موقع پر مختلف شہروں میں ریلیاں نکالی جائیں گی اور کشمیری عوام کے ساتھ اظہار یکجہتی کیا جائے گا۔ وزیراعظم نے اپنے پیغام میں کہا کہ پاکستان کشمیریوں کی اخلاقی، سیاسی اور سفارتی حمایت جاری رکھے گا۔ آرمی چیف نے کنٹرول لائن کا دورہ کیا اور جوانوں کے حوصلے کی تعریف کی۔ حکام کے مطابق اجلاس میں اہم فیصلے متوقع ہیں جبکہ اپوزیشن نے بھی اپنا موقف واضح کر دیا ہے۔ ذرائع کا کہنا ہے کہ آئندہ چند روز میں صورتحال مزید واضح ہو جائے گی اور متعلقہ اداروں کو ہدایات جاری کر دی گئی ہیں۔ (570, 1312, 703, 1552)
section-header (149, 537, 281, 553)
ummat-ad (684, 1090, 871, 1571)
section-body: کراچی میں آج ملک بھر میں یوم یکجہتی کشمیر منایا جا رہا ہے، اس موقع پر مختلف شہروں میں ریلیاں نکالی جائیں گی اور کشمیری عوام کے ساتھ اظہار یکجہتی کیا جائے گا۔ وزیراعظم نے اپنے پیغام میں کہا کہ پاکستان کشمیریوں کی اخلاقی، سیاسی اور سفارتی حمایت جاری رکھے گا۔ آرمی چیف نے کنٹرول لائن کا دورہ کیا اور جوانوں کے حوصلے کی تعریف کی۔ حکام کے مطابق اجلاس میں اہم فیصلے متوقع ہیں جبکہ اپوزیشن نے بھی اپنا موقف واضح کر دیا ہے۔ ذرائع کا کہنا ہے کہ آئندہ چند روز میں صورتحال مزید واضح ہو جائے گی اور متعلقہ اداروں کو ہدایات جاری کر دی گئی ہیں۔ (8, 2190, 142, 2431)
section-header (571, 537, 703, 553)
section-number: جنبر 17 (238, 27, 281, 41)
section-body: کراچی میں آج ملک بھر میں یوم یکجہتی کشمیر منایا جا رہا ہے، اس موقع پر مختلف شہروں میں ریلیاں نکالی جائیں گی اور کشمیری عوام کے ساتھ اظہار یکجہتی کیا جائے گا۔ وزیراعظم نے اپنے پیغام میں کہا کہ پاکستان کشمیریوں کی اخلاقی، سیاسی اور سفارتی حمایت جاری رکھے گا۔ آرمی چیف نے کنٹرول لائن کا دورہ کیا اور جوانوں کے حوصلے کی تعریف کی۔ حکام کے مطابق اجلاس میں اہم فیصلے متوقع ہیں جبکہ اپوزیشن نے بھی اپنا موقف واضح کر دیا ہے۔ ذرائع کا کہنا ہے کہ آئندہ چند روز میں صورتحال مزید واضح ہو جائے گی اور متعلقہ اداروں کو ہدایات جاری کر دی گئی ہیں۔ (8, 1387, 142, 1626)
news-section (289, 830, 422, 1093)
ad-url-link[interactable]: ummat.com.pk (707, 1289, 796, 1303)
section-number: جنبر 12 (378, 295, 421, 309)
news-section (9, 561, 141, 824)
section-body: کراچی میں آج ملک بھر میں یوم یکجہتی کشمیر منایا جا رہا ہے، اس موقع پر مختلف شہروں میں ریلیاں نکالی جائیں گی اور کشمیری عوام کے ساتھ اظہار یکجہتی کیا جائے گا۔ وزیراعظم نے اپنے پیغام میں کہا کہ پاکستان کشمیریوں کی اخلاقی، سیاسی اور سفارتی حمایت جاری رکھے گا۔ آرمی چیف نے کنٹرول لائن کا دورہ کیا اور جوانوں کے حوصلے کی تعریف کی۔ حکام کے مطابق اجلاس میں اہم فیصلے متوقع ہیں جبکہ اپوزیشن نے بھی اپنا موقف واضح کر دیا ہے۔ ذرائع کا کہنا ہے کہ آئندہ چند روز میں صورتحال مزید واضح ہو جائے گی اور متعلقہ اداروں کو ہدایات جاری کر دی گئی ہیں۔ (8, 583, 142, 823)
section-body: کراچی میں آج ملک بھر میں یوم یکجہتی کشمیر منایا جا رہا ہے، اس موقع پر مختلف شہروں میں ریلیاں نکالی جائیں گی اور کشمیری عوام کے ساتھ اظہار یکجہتی کیا جائے گا۔ وزیراعظم نے اپنے پیغام میں کہا کہ پاکستان کشمیریوں کی اخلاقی، سیاسی اور سفارتی حمایت جاری رکھے گا۔ آرمی چیف نے کنٹرول لائن کا دورہ کیا اور جوانوں کے حوصلے کی تعریف کی۔ حکام کے مطابق اجلاس میں اہم فیصلے متوقع ہیں جبکہ اپوزیشن نے بھی اپنا موقف واضح کر دیا ہے۔ ذرائع کا کہنا ہے کہ آئندہ چند روز میں صورتحال مزید واضح ہو جائے گی اور متعلقہ اداروں کو ہدایات جاری کر دی گئی ہیں۔ (149, 1312, 282, 1552)
column-2 (566, 23, 707, 2574)
section-header (149, 2071, 281, 2087)
section-body: کراچی میں آج ملک بھر میں یوم یکجہتی کشمیر منایا جا رہا ہے، اس موقع پر مختلف شہروں میں ریلیاں نکالی جائیں گی اور کشمیری عوام کے ساتھ اظہار یکجہتی کیا جائے گا۔ وزیراعظم نے اپنے پیغام میں کہا کہ پاکستان کشمیریوں کی اخلاقی، سیاسی اور سفارتی حمایت جاری رکھے گا۔ آرمی چیف نے کنٹرول لائن کا دورہ کیا اور جوانوں کے حوصلے کی تعریف کی۔ حکام کے مطابق اجلاس میں اہم فیصلے متوقع ہیں جبکہ اپوزیشن نے بھی اپنا موقف واضح کر دیا ہے۔ ذرائع کا کہنا ہے کہ آئندہ چند روز میں صورتحال مزید واضح ہو جائے گی اور متعلقہ اداروں کو ہدایات جاری کر دی گئی ہیں۔ (430, 2041, 563, 2282)
section-number: جنبر 21 (238, 2071, 281, 2086)
section-body: کراچی میں آج ملک بھر میں یوم یکجہتی کشمیر منایا جا رہا ہے، اس موقع پر مختلف شہروں میں ریلیاں نکالی جائیں گی اور کشمیری عوام کے ساتھ اظہار یکجہتی کیا جائے گا۔ وزیراعظم نے اپنے پیغام میں کہا کہ پاکستان کشمیریوں کی اخلاقی، سیاسی اور سفارتی حمایت جاری رکھے گا۔ آرمی چیف نے کنٹرول لائن کا دورہ کیا اور جوانوں کے حوصلے کی تعریف کی۔ حکام کے مطابق اجلاس میں اہم فیصلے متوقع ہیں جبکہ اپوزیشن نے بھی اپنا موقف واضح کر دیا ہے۔ ذرائع کا کہنا ہے کہ آئندہ چند روز میں صورتحال مزید واضح ہو جائے گی اور متعلقہ اداروں کو ہدایات جاری کر دی گئی ہیں۔ (710, 290, 843, 530)
facebook-url-link[interactable]: www.facebook.com/ummatDigital/ (684, 1458, 871, 1471)
masthead-english: THE DAILY UMMAT KARACHI,THURSDAY FEBRUARY 6,2025 (5, 3, 347, 17)
section-body: کراچی میں آج ملک بھر میں یوم یکجہتی کشمیر منایا جا رہا ہے، اس موقع پر مختلف شہروں میں ریلیاں نکالی جائیں گی اور کشمیری عوام کے ساتھ اظہار یکجہتی کیا جائے گا۔ وزیراعظم نے اپنے پیغام میں کہا کہ پاکستان کشمیریوں کی اخلاقی، سیاسی اور سفارتی حمایت جاری رکھے گا۔ آرمی چیف نے کنٹرول لائن کا دورہ کیا اور جوانوں کے حوصلے کی تعریف کی۔ حکام کے مطابق اجلاس میں اہم فیصلے متوقع ہیں جبکہ اپوزیشن نے بھی اپنا موقف واضح کر دیا ہے۔ ذرائع کا کہنا ہے کہ آئندہ چند روز میں صورتحال مزید واضح ہو جائے گی اور متعلقہ اداروں کو ہدایات جاری کر دی گئی ہیں۔ (149, 2334, 282, 2574)
ad-banner (708, 1090, 847, 1207)
section-body: کراچی میں آج ملک بھر میں یوم یکجہتی کشمیر منایا جا رہا ہے، اس موقع پر مختلف شہروں میں ریلیاں نکالی جائیں گی اور کشمیری عوام کے ساتھ اظہار یکجہتی کیا جائے گا۔ وزیراعظم نے اپنے پیغام میں کہا کہ پاکستان کشمیریوں کی اخلاقی، سیاسی اور سفارتی حمایت جاری رکھے گا۔ آرمی چیف نے کنٹرول لائن کا دورہ کیا اور جوانوں کے حوصلے کی تعریف کی۔ حکام کے مطابق اجلاس میں اہم فیصلے متوقع ہیں جبکہ اپوزیشن نے بھی اپنا موقف واضح کر دیا ہے۔ ذرائع کا کہنا ہے کہ آئندہ چند روز میں صورتحال مزید واضح ہو جائے گی اور متعلقہ اداروں کو ہدایات جاری کر دی گئی ہیں۔ (8, 1923, 142, 2163)
ad-tagline: لمحہ بہ لمحہ آگہی (723, 1144, 847, 1193)
section-header (571, 2071, 703, 2087)
section-body: کراچی میں آج ملک بھر میں یوم یکجہتی کشمیر منایا جا رہا ہے، اس موقع پر مختلف شہروں میں ریلیاں نکالی جائیں گی اور کشمیری عوام کے ساتھ اظہار یکجہتی کیا جائے گا۔ وزیراعظم نے اپنے پیغام میں کہا کہ پاکستان کشمیریوں کی اخلاقی، سیاسی اور سفارتی حمایت جاری رکھے گا۔ آرمی چیف نے کنٹرول لائن کا دورہ کیا اور جوانوں کے حوصلے کی تعریف کی۔ حکام کے مطابق اجلاس میں اہم فیصلے متوقع ہیں جبکہ اپوزیشن نے بھی اپنا موقف واضح کر دیا ہے۔ ذرائع کا کہنا ہے کہ آئندہ چند روز میں صورتحال مزید واضح ہو جائے گی اور متعلقہ اداروں کو ہدایات جاری کر دی گئی ہیں۔ (570, 2091, 703, 2332)
section-header (9, 1366, 141, 1382)
masthead (5, 0, 847, 21)
section-number: جنبر 14 (378, 831, 421, 845)
section-body: کراچی میں آج ملک بھر میں یوم یکجہتی کشمیر منایا جا رہا ہے، اس موقع پر مختلف شہروں میں ریلیاں نکالی جائیں گی اور کشمیری عوام کے ساتھ اظہار یکجہتی کیا جائے گا۔ وزیراعظم نے اپنے پیغام میں کہا کہ پاکستان کشمیریوں کی اخلاقی، سیاسی اور سفارتی حمایت جاری رکھے گا۔ آرمی چیف نے کنٹرول لائن کا دورہ کیا اور جوانوں کے حوصلے کی تعریف کی۔ حکام کے مطابق اجلاس میں اہم فیصلے متوقع ہیں جبکہ اپوزیشن نے بھی اپنا موقف واضح کر دیا ہے۔ ذرائع کا کہنا ہے کہ آئندہ چند روز میں صورتحال مزید واضح ہو جائے گی اور متعلقہ اداروں کو ہدایات جاری کر دی گئی ہیں۔ (430, 47, 563, 287)
section-body: کراچی میں آج ملک بھر میں یوم یکجہتی کشمیر منایا جا رہا ہے، اس موقع پر مختلف شہروں میں ریلیاں نکالی جائیں گی اور کشمیری عوام کے ساتھ اظہار یکجہتی کیا جائے گا۔ وزیراعظم نے اپنے پیغام میں کہا کہ پاکستان کشمیریوں کی اخلاقی، سیاسی اور سفارتی حمایت جاری رکھے گا۔ آرمی چیف نے کنٹرول لائن کا دورہ کیا اور جوانوں کے حوصلے کی تعریف کی۔ حکام کے مطابق اجلاس میں اہم فیصلے متوقع ہیں جبکہ اپوزیشن نے بھی اپنا موقف واضح کر دیا ہے۔ ذرائع کا کہنا ہے کہ آئندہ چند روز میں صورتحال مزید واضح ہو جائے گی اور متعلقہ اداروں کو ہدایات جاری کر دی گئی ہیں۔ (149, 2091, 282, 2332)
news-section (149, 1559, 281, 2064)
news-section (9, 830, 141, 1093)
news-section (9, 1366, 141, 1629)
section-body: کراچی میں آج ملک بھر میں یوم یکجہتی کشمیر منایا جا رہا ہے، اس موقع پر مختلف شہروں میں ریلیاں نکالی جائیں گی اور کشمیری عوام کے ساتھ اظہار یکجہتی کیا جائے گا۔ وزیراعظم نے اپنے پیغام میں کہا کہ پاکستان کشمیریوں کی اخلاقی، سیاسی اور سفارتی حمایت جاری رکھے گا۔ آرمی چیف نے کنٹرول لائن کا دورہ کیا اور جوانوں کے حوصلے کی تعریف کی۔ حکام کے مطابق اجلاس میں اہم فیصلے متوقع ہیں جبکہ اپوزیشن نے بھی اپنا موقف واضح کر دیا ہے۔ ذرائع کا کہنا ہے کہ آئندہ چند روز میں صورتحال مزید واضح ہو جائے گی اور متعلقہ اداروں کو ہدایات جاری کر دی گئی ہیں۔ (710, 47, 843, 287)
section-header (430, 26, 562, 42)
news-section (9, 2170, 141, 2433)
section-header (289, 830, 422, 846)
section-header (9, 1098, 141, 1114)
masthead-urdu-text: روزنامہ امت کراچی، ۶ فروری ۲۰۲۵ء (641, 4, 835, 16)
section-title: ثقافت (39, 1369, 68, 1379)
ad-url-list (708, 1272, 803, 1304)
section-title: شہباز (606, 539, 632, 550)
